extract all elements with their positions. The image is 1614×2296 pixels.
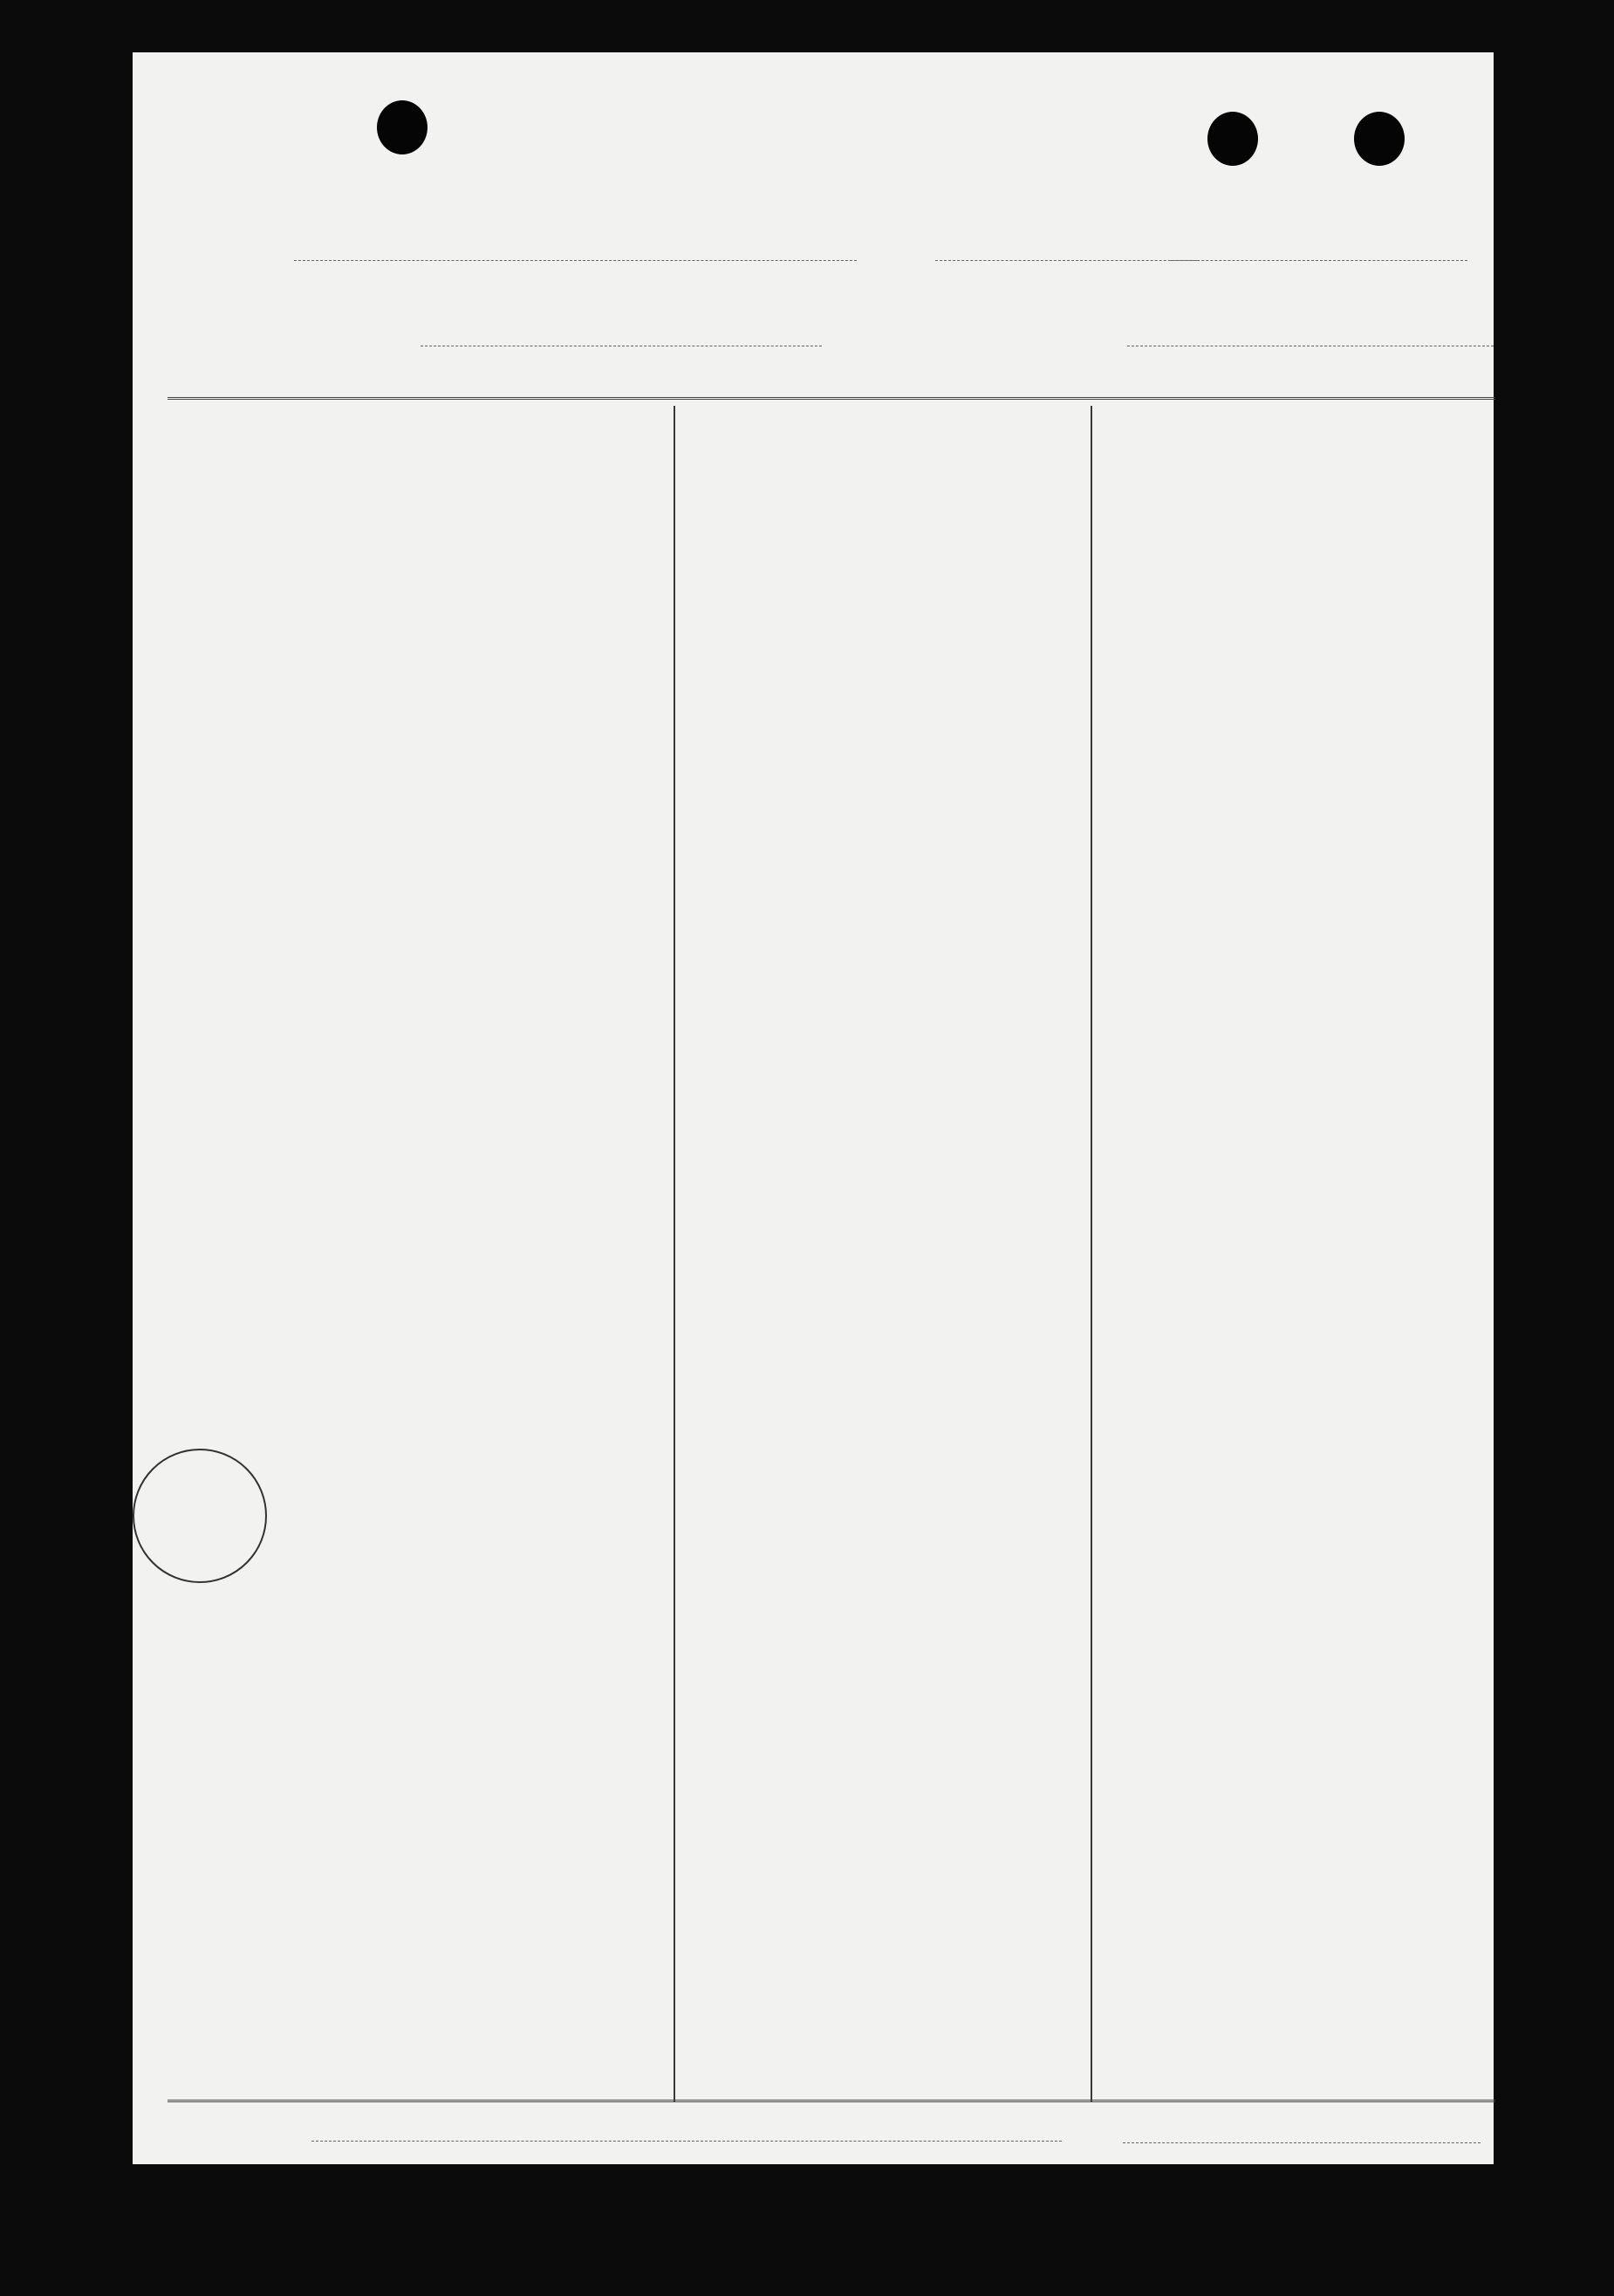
date-underline	[1171, 260, 1467, 261]
admit-stamp	[133, 1449, 267, 1583]
flight-underline	[935, 260, 1197, 261]
column-divider	[1091, 406, 1092, 2101]
aircraft-underline	[294, 260, 857, 261]
page-underline	[1123, 2142, 1481, 2143]
column-divider	[674, 406, 675, 2101]
punch-hole	[1207, 112, 1258, 166]
table-bottom-rule	[168, 2100, 1495, 2102]
punch-hole	[1354, 112, 1405, 166]
punch-hole	[377, 100, 427, 154]
manifest-sheet	[133, 52, 1494, 2164]
prepared-underline	[311, 2141, 1062, 2142]
table-top-rule	[168, 397, 1495, 400]
